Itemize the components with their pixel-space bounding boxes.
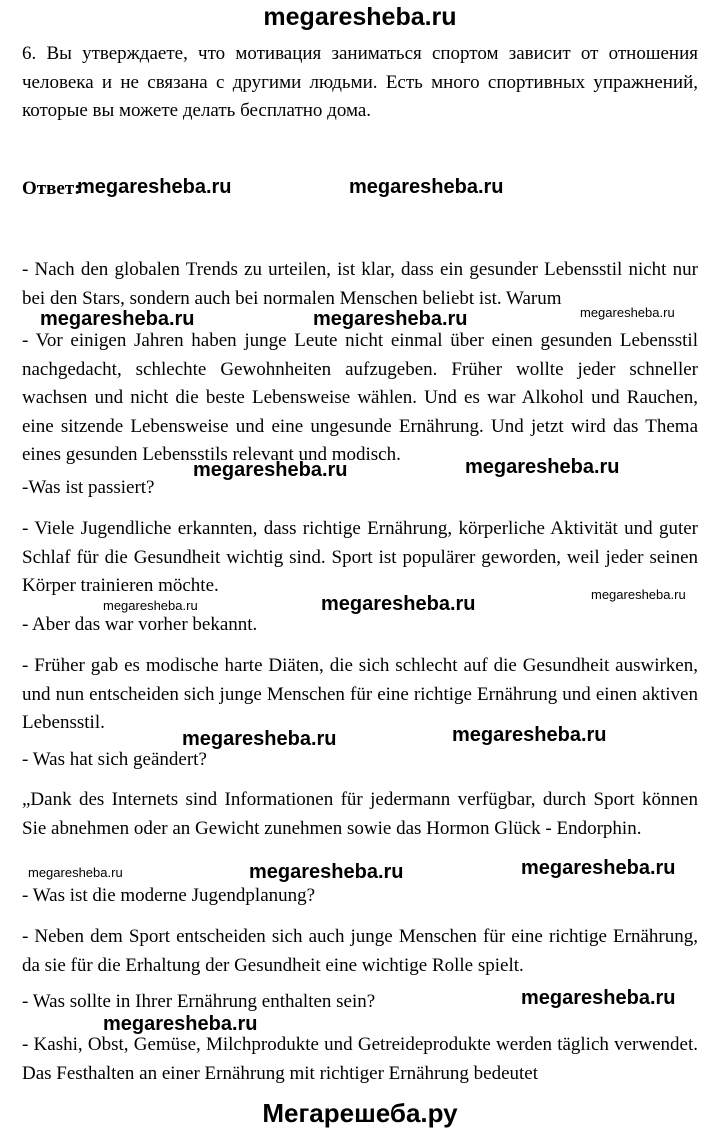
dialogue-line-5: - Aber das war vorher bekannt. [22, 614, 258, 635]
watermark: megaresheba.ru [313, 308, 468, 330]
dialogue-line-11: - Was sollte in Ihrer Ernährung enthalten sein? [22, 991, 376, 1012]
watermark: megaresheba.ru [77, 176, 232, 198]
watermark: megaresheba.ru [521, 987, 676, 1009]
site-header: megaresheba.ru [263, 3, 457, 31]
dialogue-line-12: - Kashi, Obst, Gemüse, Milchprodukte und Getreideprodukte werden täglich verwendet. Das Festhalten an einer Ernährung mit richtiger Ernährung bedeutet [22, 1034, 698, 1084]
dialogue-line-3: -Was ist passiert? [22, 477, 155, 498]
watermark: megaresheba.ru [349, 176, 504, 198]
watermark: megaresheba.ru [521, 857, 676, 879]
watermark: megaresheba.ru [193, 459, 348, 481]
question-text: 6. Вы утверждаете, что мотивация заниматься спортом зависит от отношения человека и не связана с другими людьми. Есть много спортивных упражнений, которые вы можете делать бесплатно дома. [22, 43, 698, 121]
dialogue-line-7: - Was hat sich geändert? [22, 749, 207, 770]
watermark-small: megaresheba.ru [28, 865, 123, 880]
watermark: megaresheba.ru [321, 593, 476, 615]
watermark: megaresheba.ru [465, 456, 620, 478]
watermark: megaresheba.ru [182, 728, 337, 750]
watermark: megaresheba.ru [40, 308, 195, 330]
dialogue-line-10: - Neben dem Sport entscheiden sich auch junge Menschen für eine richtige Ernährung, da sie für die Erhaltung der Gesundheit eine wichtige Rolle spielt. [22, 926, 698, 976]
dialogue-line-1: - Nach den globalen Trends zu urteilen, ist klar, dass ein gesunder Lebensstil nicht nur bei den Stars, sondern auch bei normalen Menschen beliebt ist. Warum [22, 259, 698, 309]
dialogue-line-9: - Was ist die moderne Jugendplanung? [22, 885, 316, 906]
watermark-small: megaresheba.ru [591, 587, 686, 602]
dialogue-line-8: „Dank des Internets sind Informationen für jedermann verfügbar, durch Sport können Sie abnehmen oder an Gewicht zunehmen sowie das Hormon Glück - Endorphin. [22, 789, 698, 839]
watermark-small: megaresheba.ru [103, 598, 198, 613]
site-footer: Мегарешеба.ру [262, 1098, 458, 1128]
dialogue-line-4: - Viele Jugendliche erkannten, dass richtige Ernährung, körperliche Aktivität und guter Schlaf für die Gesundheit wichtig sind. Sport ist populärer geworden, weil jeder seinen Körper trainieren möchte. [22, 518, 698, 596]
watermark: megaresheba.ru [103, 1013, 258, 1035]
watermark: megaresheba.ru [249, 861, 404, 883]
watermark: megaresheba.ru [452, 724, 607, 746]
dialogue-line-6: - Früher gab es modische harte Diäten, die sich schlecht auf die Gesundheit auswirken, und nun entscheiden sich junge Menschen für eine richtige Ernährung und einen aktiven Lebensstil. [22, 655, 698, 733]
answer-label: Ответ: [22, 178, 81, 199]
dialogue-line-2: - Vor einigen Jahren haben junge Leute nicht einmal über einen gesunden Lebensstil nachgedacht, schlechte Gewohnheiten aufzugeben. Früher wollte jeder schneller wachsen und nicht die beste Lebensweise wählen. Und es war Alkohol und Rauchen, eine sitzende Lebensweise und eine ungesunde Ernährung. Und jetzt wird das Thema eines gesunden Lebensstils relevant und modisch. [22, 330, 698, 465]
watermark-small: megaresheba.ru [580, 305, 675, 320]
